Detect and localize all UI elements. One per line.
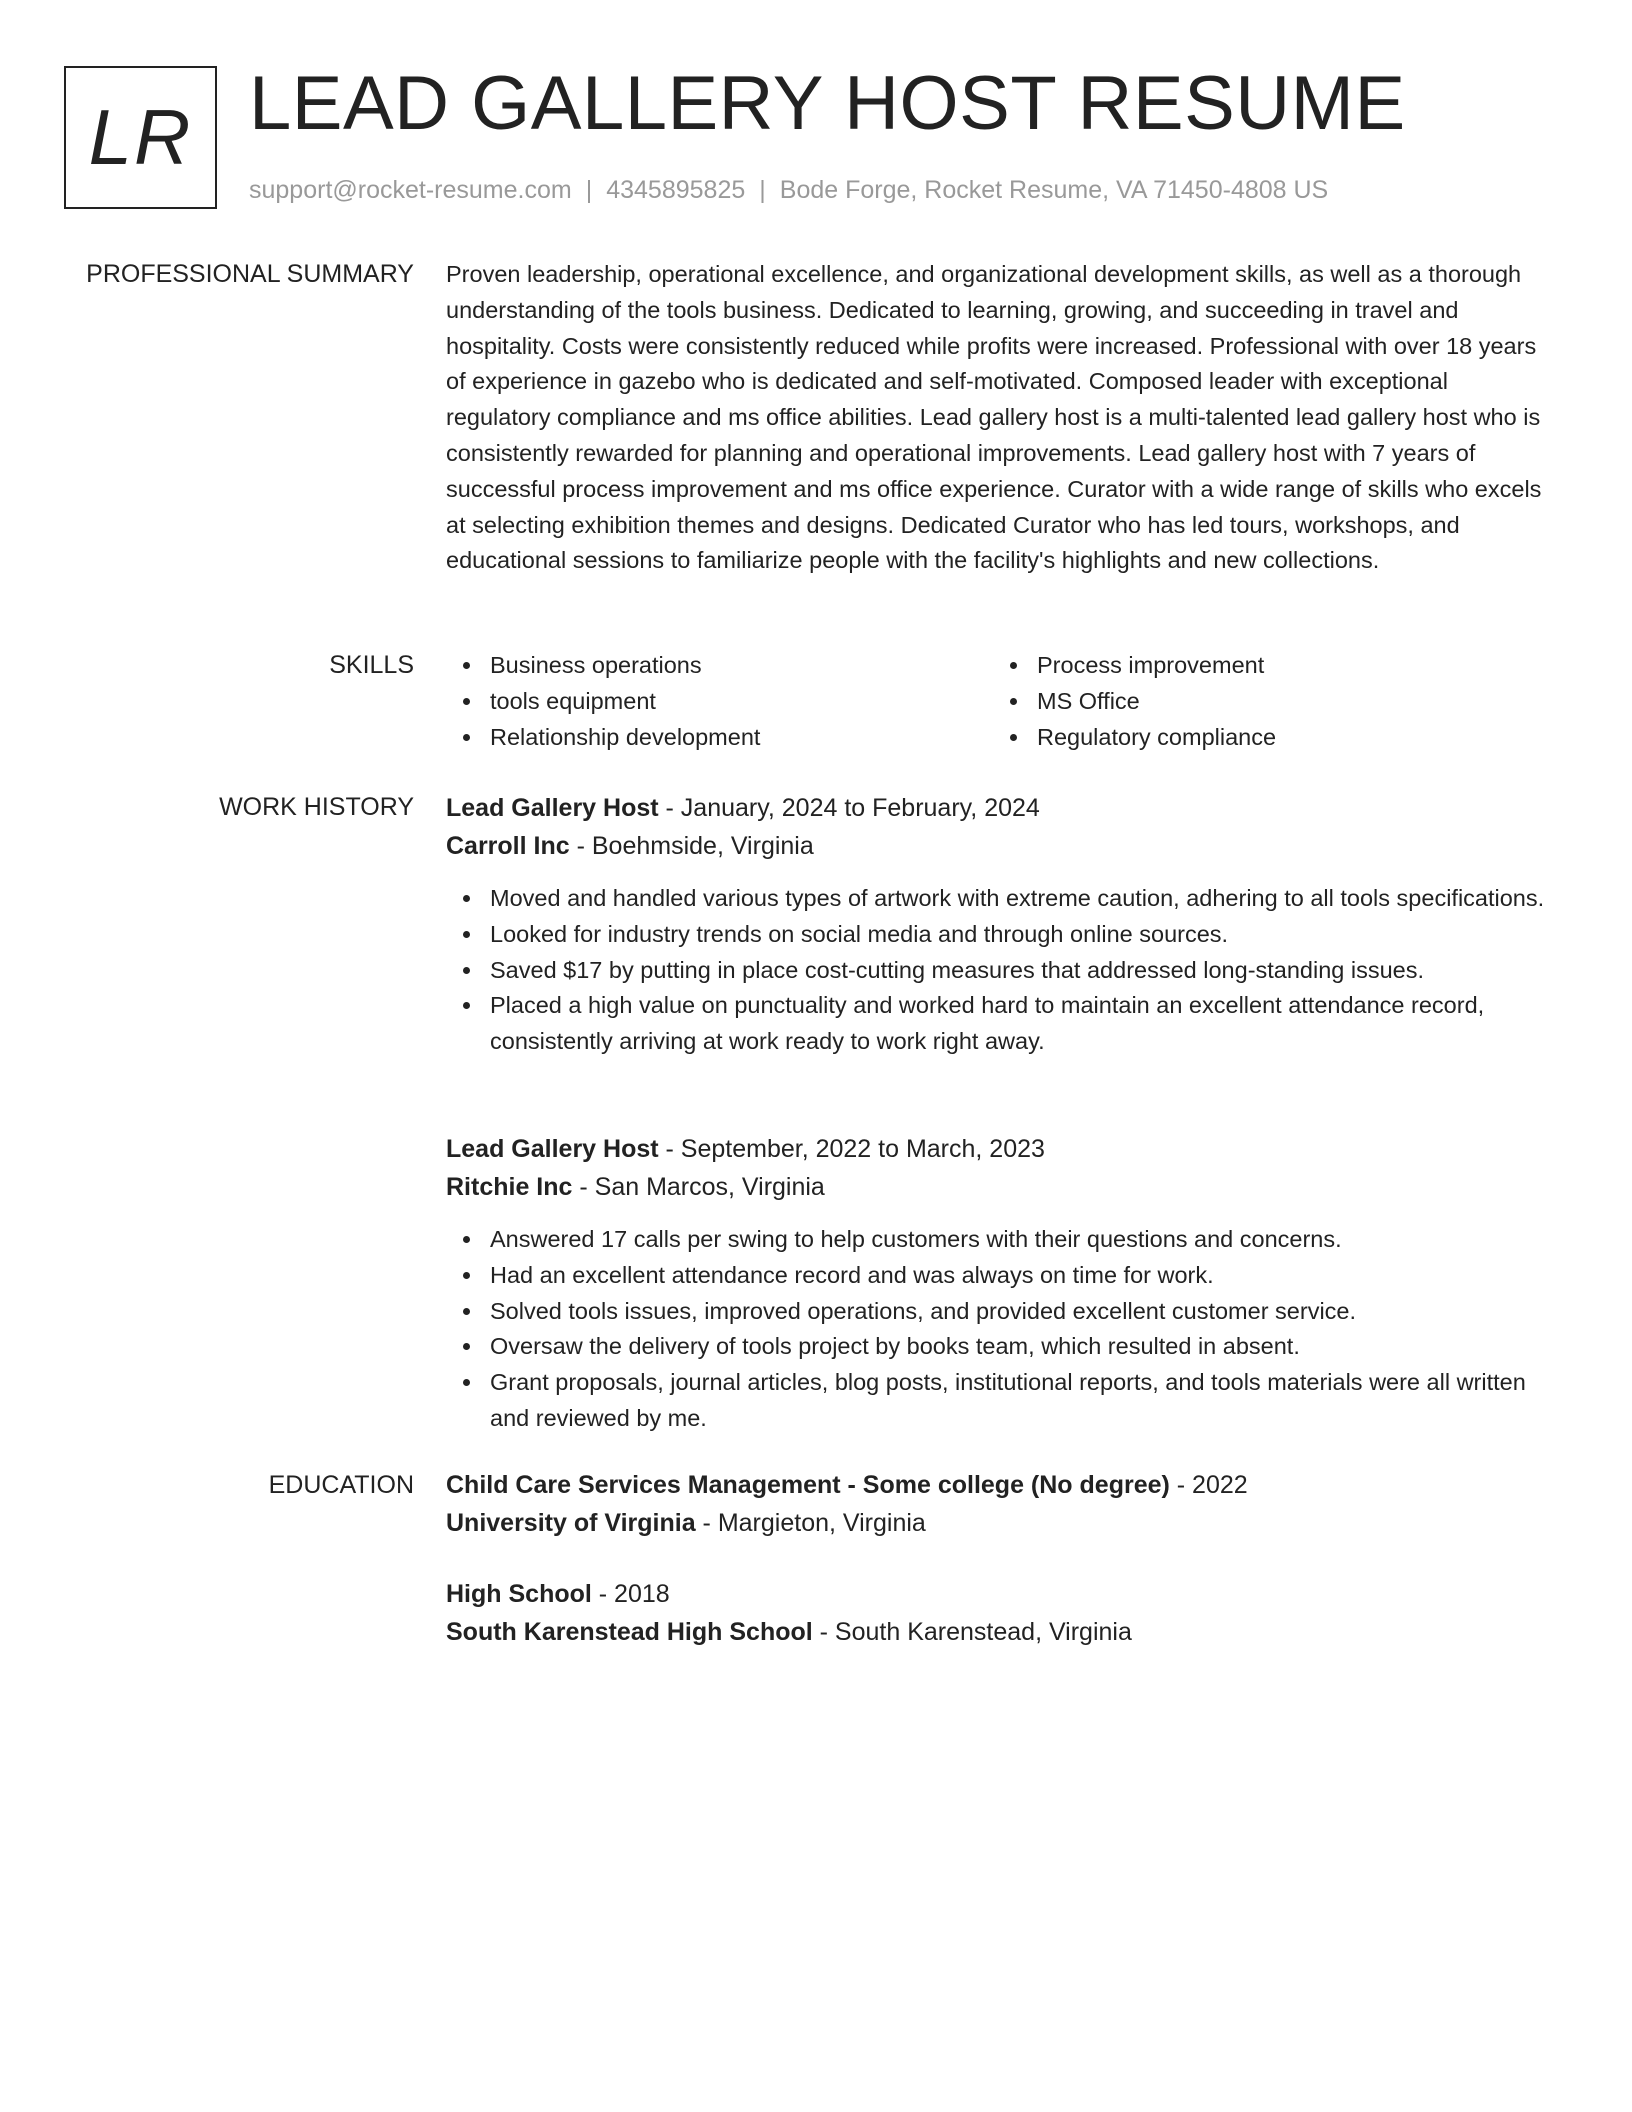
job-bullet: Grant proposals, journal articles, blog posts, institutional reports, and tools materials were all written and reviewed by me. bbox=[446, 1365, 1546, 1437]
job-bullet: Answered 17 calls per swing to help customers with their questions and concerns. bbox=[446, 1222, 1546, 1258]
contact-email: support@rocket-resume.com bbox=[249, 176, 572, 204]
summary-section-label: PROFESSIONAL SUMMARY bbox=[86, 260, 414, 288]
skills-column-left bbox=[446, 648, 966, 755]
job-bullet: Placed a high value on punctuality and worked hard to maintain an excellent attendance record, consistently arriving at work ready to work right away. bbox=[446, 988, 1546, 1060]
job-bullets bbox=[446, 881, 1546, 1060]
job-dates: - January, 2024 to February, 2024 bbox=[658, 794, 1040, 822]
monogram-text: LR bbox=[88, 93, 193, 181]
job-company: Carroll Inc bbox=[446, 832, 570, 860]
job-company-line bbox=[446, 1168, 1566, 1206]
education-degree: Child Care Services Management - Some college (No degree) bbox=[446, 1471, 1170, 1499]
job-entry bbox=[446, 789, 1566, 1060]
education-degree: High School bbox=[446, 1580, 592, 1608]
job-title: Lead Gallery Host bbox=[446, 1135, 659, 1163]
skill-item: Process improvement bbox=[993, 648, 1513, 684]
contact-separator: | bbox=[759, 176, 766, 204]
skills-column-right bbox=[993, 648, 1513, 755]
skill-item: MS Office bbox=[993, 684, 1513, 720]
job-bullet: Looked for industry trends on social media and through online sources. bbox=[446, 917, 1546, 953]
job-bullet: Saved $17 by putting in place cost-cutting measures that addressed long-standing issues. bbox=[446, 953, 1546, 989]
job-title-line bbox=[446, 789, 1566, 827]
skill-item: tools equipment bbox=[446, 684, 966, 720]
work-section-label: WORK HISTORY bbox=[219, 793, 414, 821]
job-bullet: Oversaw the delivery of tools project by books team, which resulted in absent. bbox=[446, 1329, 1546, 1365]
job-location: - Boehmside, Virginia bbox=[569, 832, 814, 860]
education-entry bbox=[446, 1575, 1566, 1651]
summary-text: Proven leadership, operational excellence, and organizational development skills, as well as a thorough understanding of the tools business. Dedicated to learning, growing, and succeeding in travel and hospitality. Costs were consistently reduced while profits were increased. Professional with over 18 years of experience in gazebo who is dedicated and self-motivated. Composed leader with exceptional regulatory compliance and ms office abilities. Lead gallery host is a multi-talented lead gallery host who is consistently rewarded for planning and operational improvements. Lead gallery host with 7 years of successful process improvement and ms office experience. Curator with a wide range of skills who excels at selecting exhibition themes and designs. Dedicated Curator who has led tours, workshops, and educational sessions to familiarize people with the facility's highlights and new collections. bbox=[446, 261, 1542, 574]
education-school: South Karenstead High School bbox=[446, 1618, 813, 1646]
skills-section-label: SKILLS bbox=[329, 651, 414, 679]
education-school: University of Virginia bbox=[446, 1509, 696, 1537]
job-location: - San Marcos, Virginia bbox=[572, 1173, 825, 1201]
education-year: - 2018 bbox=[591, 1580, 670, 1608]
education-entry bbox=[446, 1466, 1566, 1542]
contact-line bbox=[249, 175, 1328, 205]
education-school-line bbox=[446, 1613, 1566, 1651]
contact-phone: 4345895825 bbox=[606, 176, 746, 204]
education-section-label: EDUCATION bbox=[268, 1471, 414, 1499]
job-bullet: Had an excellent attendance record and was always on time for work. bbox=[446, 1258, 1546, 1294]
contact-address: Bode Forge, Rocket Resume, VA 71450-4808 US bbox=[779, 176, 1329, 204]
job-bullet: Moved and handled various types of artwork with extreme caution, adhering to all tools specifications. bbox=[446, 881, 1546, 917]
contact-separator: | bbox=[585, 176, 593, 204]
resume-title: LEAD GALLERY HOST RESUME bbox=[249, 61, 1406, 146]
education-degree-line bbox=[446, 1575, 1566, 1613]
job-company: Ritchie Inc bbox=[446, 1173, 573, 1201]
education-degree-line bbox=[446, 1466, 1566, 1504]
job-title: Lead Gallery Host bbox=[446, 794, 659, 822]
monogram-logo bbox=[64, 66, 217, 209]
job-company-line bbox=[446, 827, 1566, 865]
skill-item: Business operations bbox=[446, 648, 966, 684]
education-year: - 2022 bbox=[1169, 1471, 1248, 1499]
job-title-line bbox=[446, 1130, 1566, 1168]
job-dates: - September, 2022 to March, 2023 bbox=[658, 1135, 1045, 1163]
education-school-line bbox=[446, 1504, 1566, 1542]
education-location: - South Karenstead, Virginia bbox=[812, 1618, 1132, 1646]
skill-item: Relationship development bbox=[446, 720, 966, 756]
skill-item: Regulatory compliance bbox=[993, 720, 1513, 756]
job-entry bbox=[446, 1130, 1566, 1437]
education-location: - Margieton, Virginia bbox=[695, 1509, 926, 1537]
job-bullets bbox=[446, 1222, 1546, 1437]
job-bullet: Solved tools issues, improved operations, and provided excellent customer service. bbox=[446, 1294, 1546, 1330]
